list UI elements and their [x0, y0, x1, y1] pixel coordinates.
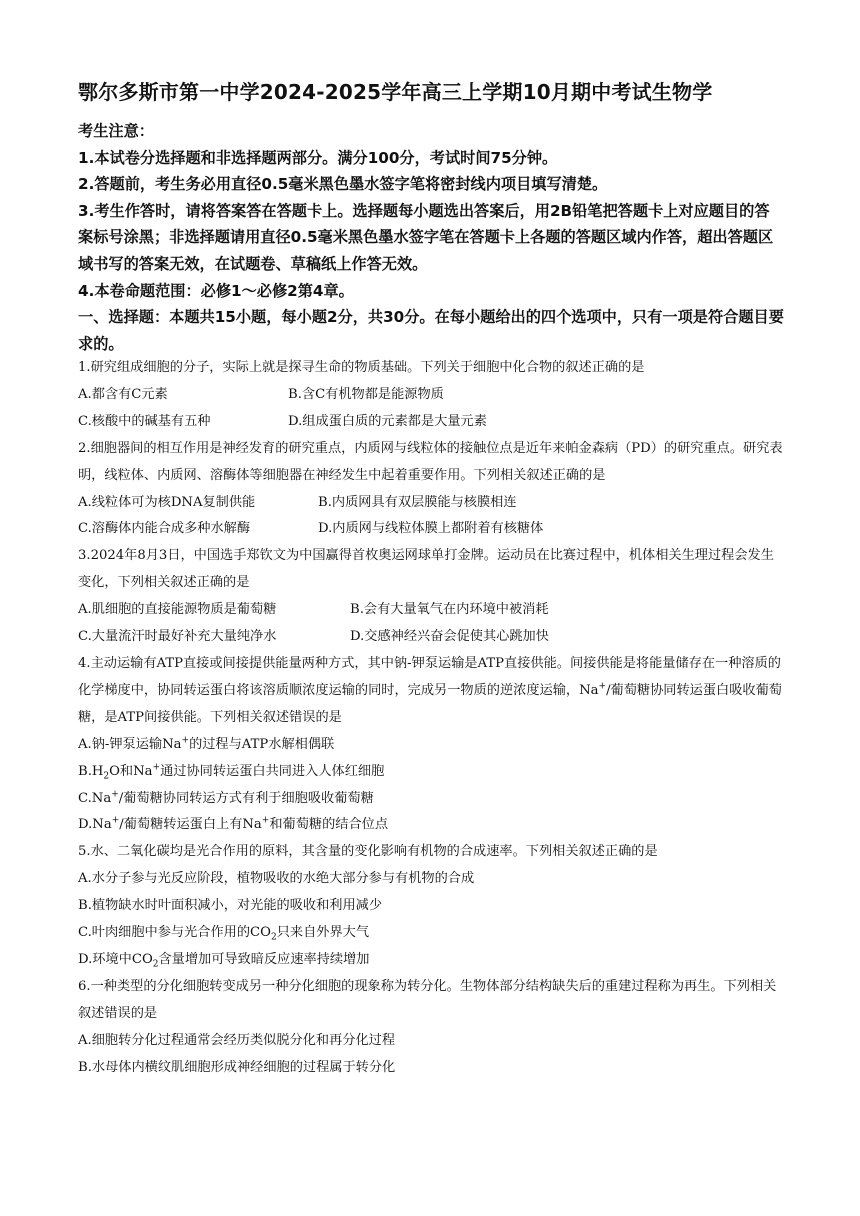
- superscript-plus: +: [261, 816, 270, 827]
- question-4-option-a: A.钠-钾泵运输Na+的过程与ATP水解相偶联: [78, 735, 335, 752]
- superscript-plus: +: [111, 789, 119, 800]
- superscript-plus: +: [111, 816, 120, 827]
- question-5-option-c: C.叶肉细胞中参与光合作用的$CO_2$只来自外界大气: [78, 925, 370, 943]
- superscript-plus: +: [152, 762, 161, 773]
- question-3-option-c: C.大量流汗时最好补充大量纯净水: [78, 629, 277, 645]
- question-5-option-b: B.植物缺水时叶面积减小，对光能的吸收和利用减少: [78, 898, 383, 914]
- question-list: [78, 355, 784, 1081]
- question-4-stem-part-2: /葡萄糖协同转运蛋白吸收葡萄糖，是ATP间接供能。下列相关叙述错误的是: [78, 682, 782, 725]
- notes-item-4: 4.本卷命题范围：必修1～必修2第4章。: [78, 281, 354, 300]
- superscript-plus: +: [598, 681, 607, 692]
- subscript-2: 2: [103, 771, 110, 782]
- question-1-options-row-1: [78, 382, 784, 409]
- question-3-options-row-1: [78, 597, 784, 624]
- question-3-stem: 3.2024年8月3日，中国选手郑钦文为中国赢得首枚奥运网球单打金牌。运动员在比赛过程中，机体相关生理过程会发生变化，下列相关叙述正确的是: [78, 548, 774, 591]
- subscript-2: 2: [270, 932, 277, 943]
- question-4-option-d: D.Na+/葡萄糖转运蛋白上有Na+和葡萄糖的结合位点: [78, 816, 389, 833]
- document-title: 鄂尔多斯市第一中学2024-2025学年高三上学期10月期中考试生物学: [78, 80, 713, 104]
- question-3-option-d: D.交感神经兴奋会促使其心跳加快: [350, 629, 549, 645]
- question-4-option-b: $B.H_2O$和Na+通过协同转运蛋白共同进入人体红细胞: [78, 762, 385, 782]
- section-heading: 一、选择题：本题共15小题，每小题2分，共30分。在每小题给出的四个选项中，只有一项是符合题目要求的。: [78, 308, 784, 353]
- question-1-option-a: A.都含有C元素: [78, 386, 168, 402]
- question-3-option-b: B.会有大量氧气在内环境中被消耗: [350, 602, 549, 618]
- question-3-option-a: A.肌细胞的直接能源物质是葡萄糖: [78, 602, 277, 618]
- question-5-option-a: A.水分子参与光反应阶段，植物吸收的水绝大部分参与有机物的合成: [78, 871, 475, 887]
- notes-item-3: 3.考生作答时，请将答案答在答题卡上。选择题每小题选出答案后，用2B铅笔把答题卡上对应题目的答案标号涂黑；非选择题请用直径0.5毫米黑色墨水签字笔在答题卡上各题的答题区域内作答，超出答题区域书写的答案无效，在试题卷、草稿纸上作答无效。: [78, 201, 774, 273]
- question-4-stem: [78, 651, 784, 732]
- question-1-stem: 1.研究组成细胞的分子，实际上就是探寻生命的物质基础。下列关于细胞中化合物的叙述正确的是: [78, 360, 645, 375]
- question-5-option-d: D.环境中$CO_2$含量增加可导致暗反应速率持续增加: [78, 951, 370, 970]
- question-1-option-d: D.组成蛋白质的元素都是大量元素: [288, 413, 487, 429]
- question-6-stem: 6.一种类型的分化细胞转变成另一种分化细胞的现象称为转分化。生物体部分结构缺失后的重建过程称为再生。下列相关叙述错误的是: [78, 978, 777, 1021]
- question-3-options-row-2: [78, 624, 784, 651]
- question-2-option-a: A.线粒体可为核DNA复制供能: [78, 494, 256, 510]
- question-2-option-b: B.内质网具有双层膜能与核膜相连: [318, 494, 517, 510]
- subscript-2: 2: [152, 959, 159, 970]
- notes-heading: 考生注意：: [78, 122, 154, 140]
- question-5-stem: 5.水、二氧化碳均是光合作用的原料，其含量的变化影响有机物的合成速率。下列相关叙述正确的是: [78, 844, 658, 860]
- question-2-stem: 2.细胞器间的相互作用是神经发育的研究重点，内质网与线粒体的接触位点是近年来帕金森病（PD）的研究重点。研究表明，线粒体、内质网、溶酶体等细胞器在神经发生中起着重要作用。下列相关叙述正确的是: [78, 440, 783, 483]
- superscript-plus: +: [181, 735, 190, 746]
- question-2-options-row-2: [78, 516, 784, 543]
- question-6-option-b: B.水母体内横纹肌细胞形成神经细胞的过程属于转分化: [78, 1059, 396, 1075]
- notes-item-2: 2.答题前，考生务必用直径0.5毫米黑色墨水签字笔将密封线内项目填写清楚。: [78, 175, 608, 194]
- question-1-option-c: C.核酸中的碱基有五种: [78, 413, 211, 429]
- question-6-option-a: A.细胞转分化过程通常会经历类似脱分化和再分化过程: [78, 1032, 396, 1048]
- question-4-stem-part-1: 4.主动运输有ATP直接或间接提供能量两种方式，其中钠-钾泵运输是ATP直接供能。间接供能是将能量储存在一种溶质的化学梯度中，协同转运蛋白将该溶质顺浓度运输的同时，完成另一物质的逆浓度运输，Na: [78, 655, 781, 698]
- question-2-option-d: D.内质网与线粒体膜上都附着有核糖体: [318, 521, 544, 537]
- question-4-option-c: C.Na+/葡萄糖协同转运方式有利于细胞吸收葡萄糖: [78, 789, 374, 806]
- question-1-options-row-2: [78, 409, 784, 436]
- notes-item-1: 1.本试卷分选择题和非选择题两部分。满分100分，考试时间75分钟。: [78, 148, 558, 167]
- question-2-option-c: C.溶酶体内能合成多种水解酶: [78, 521, 251, 537]
- exam-notes: [78, 118, 784, 357]
- question-1-option-b: B.含C有机物都是能源物质: [288, 386, 444, 402]
- question-2-options-row-1: [78, 490, 784, 517]
